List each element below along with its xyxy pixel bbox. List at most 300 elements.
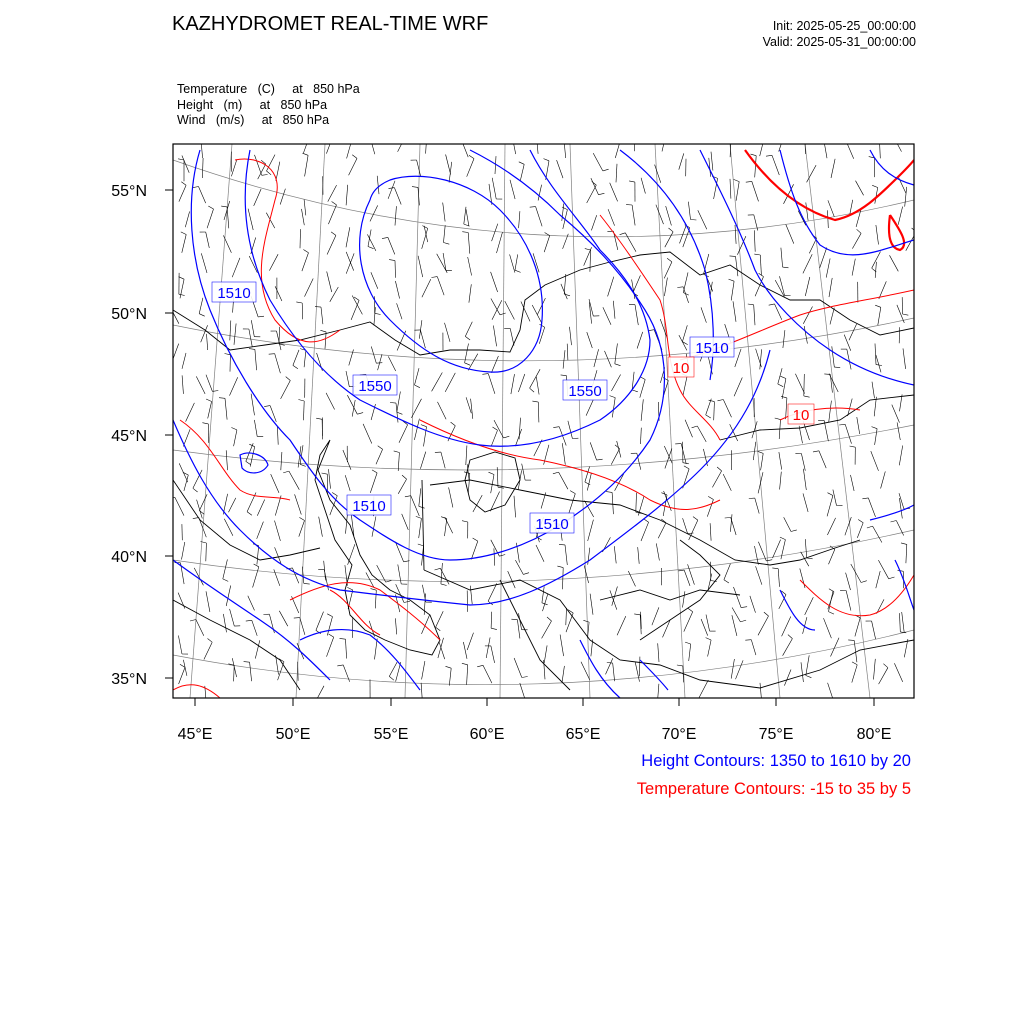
wind-barb [204, 642, 212, 659]
wind-barb [809, 238, 816, 253]
wind-barb [874, 659, 876, 680]
wind-barb [847, 349, 851, 369]
wind-barb [828, 683, 834, 700]
wind-barb [632, 205, 635, 225]
wind-barb-flag [465, 363, 471, 365]
wind-barb [594, 349, 599, 367]
wind-barb [652, 607, 659, 625]
wind-barb [327, 617, 332, 636]
wind-barb-flag [489, 472, 495, 474]
wind-barb [615, 343, 618, 363]
wind-barb [590, 250, 591, 272]
wind-barb [761, 453, 764, 470]
lon-label: 80°E [856, 726, 892, 743]
wind-barb [587, 332, 593, 348]
lon-label: 75°E [758, 726, 794, 743]
wind-barb-flag [283, 471, 289, 473]
wind-barb [613, 663, 615, 681]
wind-barb [688, 202, 690, 220]
wind-barb-flag [421, 425, 427, 427]
height-label-1550-center [563, 380, 607, 400]
wind-barb [232, 658, 236, 677]
wind-barb [849, 324, 857, 340]
wind-barb-flag [418, 544, 424, 546]
wind-barb [806, 655, 809, 675]
temperature-contour [330, 590, 380, 635]
wind-barb-flag [746, 181, 752, 182]
wind-barb-flag [402, 475, 407, 479]
wind-barb [252, 620, 257, 636]
wind-barb [701, 307, 706, 322]
wind-barb [420, 330, 425, 348]
wind-barb [779, 452, 782, 470]
wind-barb-flag [718, 400, 724, 401]
wind-barb [636, 493, 637, 512]
wind-barb-flag [741, 607, 747, 608]
wind-barb [698, 680, 708, 699]
wind-barb [184, 475, 188, 491]
meridian-line [570, 144, 590, 698]
wind-barb-flag [193, 518, 199, 519]
wind-barb [249, 329, 252, 347]
border-line [173, 252, 914, 355]
wind-barb [253, 567, 259, 588]
wind-barb [851, 475, 855, 491]
wind-barb [230, 609, 235, 626]
wind-barb [611, 449, 619, 465]
wind-barb-flag [206, 399, 212, 402]
wind-barb [348, 544, 355, 565]
wind-barb [633, 275, 640, 292]
wind-barb [491, 646, 495, 663]
wind-barb-flag [181, 182, 186, 186]
wind-barb [736, 256, 738, 276]
wind-barb [445, 519, 447, 536]
wind-barb [179, 185, 186, 201]
wind-barb-flag [547, 617, 552, 621]
wind-barb [613, 301, 615, 319]
wind-barb-flag [629, 181, 635, 182]
wind-barb [275, 354, 281, 374]
temperature-label-10-east [788, 404, 814, 424]
wind-barb [760, 255, 761, 275]
wind-barb [751, 640, 756, 655]
wind-barb [786, 224, 794, 243]
wind-barb [803, 254, 812, 273]
wind-barb-flag [603, 169, 609, 171]
wind-barb [491, 356, 498, 373]
wind-barb-flag [828, 493, 833, 496]
wind-barb [773, 540, 781, 559]
wind-barb-flag [725, 138, 731, 140]
wind-barb-flag [491, 628, 497, 629]
wind-barb [657, 684, 659, 704]
wind-barb [388, 237, 395, 254]
wind-barb [828, 210, 829, 228]
wind-barb [510, 254, 515, 272]
wind-barb [758, 616, 769, 635]
wind-barb-flag [300, 464, 306, 466]
wind-barb [196, 376, 205, 394]
wind-barb [805, 597, 814, 615]
wind-barb [411, 496, 420, 516]
wind-barb [257, 522, 264, 539]
wind-barb [398, 565, 401, 585]
svg-text:1550: 1550 [568, 383, 602, 400]
wind-barb [398, 134, 407, 152]
wind-barb [559, 472, 568, 489]
wind-barb [463, 642, 467, 659]
wind-barb [561, 284, 567, 299]
wind-barb-flag [553, 427, 559, 428]
wind-barb-flag [208, 639, 213, 643]
wind-barb-flag [394, 451, 400, 453]
wind-barb [731, 518, 736, 536]
wind-barb [182, 235, 186, 253]
wind-barb [778, 569, 779, 587]
wind-barb [588, 548, 590, 565]
wind-barb-flag [583, 620, 589, 622]
wind-barb [665, 232, 673, 247]
wind-barb [679, 153, 684, 169]
wind-barb [641, 399, 643, 421]
wind-barb-flag [337, 665, 343, 666]
wind-barb-flag [558, 141, 564, 142]
wind-barb [855, 618, 860, 637]
wind-barb [251, 394, 254, 416]
wind-barb [468, 233, 470, 254]
wind-barb [201, 140, 203, 158]
wind-barb [803, 307, 812, 324]
wind-barb [724, 564, 731, 580]
wind-barb-flag [246, 461, 251, 464]
wind-barb [292, 568, 298, 583]
wind-barb [230, 321, 231, 341]
wind-barb-flag [903, 314, 909, 315]
wind-barb [346, 252, 354, 271]
wind-barb-flag [553, 472, 559, 474]
wind-barb [515, 429, 521, 446]
lat-label: 50°N [111, 306, 147, 323]
wind-barb-flag [688, 533, 694, 534]
wind-barb [786, 398, 787, 419]
wind-barb-flag [389, 676, 394, 680]
wind-barb [491, 430, 497, 446]
wind-barb [223, 614, 226, 632]
wind-barb [254, 189, 261, 206]
wind-barb-flag [708, 496, 713, 499]
wind-barb [730, 514, 732, 532]
wind-barb [852, 259, 855, 276]
wind-barb-flag [441, 584, 447, 586]
wind-barb [731, 281, 734, 300]
wind-barb [395, 206, 396, 225]
wind-barb-flag [684, 466, 689, 469]
wind-barb-flag [444, 243, 450, 245]
wind-barb-flag [498, 487, 504, 488]
wind-barb [844, 335, 851, 351]
wind-barb [327, 272, 332, 293]
wind-barb-flag [493, 427, 498, 430]
wind-barb-flag [404, 601, 410, 602]
wind-barb-flag [779, 133, 784, 136]
wind-barb [779, 595, 786, 609]
wind-barb [497, 232, 503, 253]
wind-barb-flag [606, 492, 612, 493]
wind-barb [562, 666, 564, 683]
wind-barb-flag [397, 412, 403, 414]
wind-barb [199, 298, 203, 314]
wind-barb [325, 332, 326, 349]
wind-barb [824, 618, 832, 638]
wind-barb [641, 428, 642, 444]
wind-barb [377, 176, 379, 194]
wind-barb-flag [758, 451, 764, 453]
temperature-contour [180, 420, 290, 500]
wind-barb [289, 471, 299, 490]
wind-barb [538, 402, 539, 422]
wind-barb [370, 138, 375, 154]
wind-barb [795, 374, 804, 394]
wind-barb [899, 446, 902, 466]
wind-barb-flag [231, 428, 237, 430]
wind-barb [250, 662, 252, 681]
wind-barb [708, 640, 712, 657]
wind-barb [347, 395, 357, 414]
wind-barb [612, 492, 613, 514]
wind-barb [328, 185, 337, 202]
wind-barb [783, 639, 793, 656]
wind-barb [202, 158, 203, 178]
wind-barb-flag [730, 256, 736, 257]
wind-barb [302, 209, 305, 225]
wind-barb [305, 155, 309, 176]
wind-barb [255, 640, 259, 658]
wind-barb [175, 497, 184, 515]
wind-barb [178, 636, 182, 655]
wind-barb [658, 643, 659, 662]
wind-barb-flag [748, 304, 754, 305]
wind-barb-flag [667, 258, 672, 262]
field-temperature: Temperature (C) at 850 hPa [177, 82, 360, 96]
wind-barb-flag [515, 270, 521, 272]
wind-barb [736, 660, 744, 679]
wind-barb-flag [557, 566, 563, 568]
wind-barb [199, 494, 207, 510]
wind-barb [557, 160, 563, 178]
wind-barb [182, 375, 183, 394]
wind-barb-flag [610, 396, 616, 398]
wind-barb [302, 303, 303, 319]
wind-barb-flag [382, 237, 388, 238]
wind-barb [591, 215, 596, 230]
wind-barb [468, 354, 478, 371]
wind-barb [466, 209, 469, 226]
field-wind: Wind (m/s) at 850 hPa [177, 113, 330, 127]
wind-barb [441, 452, 445, 468]
wind-barb [208, 402, 212, 419]
wind-barb-flag [725, 518, 731, 519]
svg-text:10: 10 [792, 407, 810, 424]
wind-barb-flag [724, 580, 729, 583]
wind-barb [343, 665, 350, 682]
wind-barb-flag [634, 614, 640, 615]
wind-barb-flag [599, 193, 605, 194]
wind-barb-flag [473, 538, 478, 541]
wind-barb-flag [685, 642, 691, 644]
wind-barb-flag [858, 520, 863, 523]
wind-barb-flag [201, 542, 207, 544]
border-line [500, 580, 570, 690]
wind-barb [733, 301, 736, 322]
wind-barb [304, 350, 306, 367]
wind-barb-flag [706, 638, 712, 640]
wind-barb [182, 542, 185, 560]
wind-barb [892, 134, 901, 152]
wind-barb [780, 472, 782, 490]
wind-barb-flag [193, 187, 199, 188]
wind-barb [542, 587, 544, 603]
wind-barb [371, 272, 378, 288]
wind-barb [876, 571, 880, 588]
wind-barb [515, 254, 518, 270]
wind-barb [183, 429, 190, 446]
wind-barb-flag [559, 544, 565, 545]
wind-barb [185, 211, 189, 227]
wind-barb-flag [889, 577, 895, 579]
wind-barb [537, 298, 545, 315]
wind-barb [712, 471, 721, 488]
svg-text:1510: 1510 [217, 285, 251, 302]
wind-barb-flag [669, 228, 674, 232]
wind-barb-flag [315, 307, 321, 308]
wind-barb [611, 375, 620, 392]
wind-barb-flag [254, 564, 259, 567]
wind-barb [752, 181, 759, 201]
wind-barb-flag [219, 398, 225, 399]
wind-barb-flag [783, 267, 789, 268]
wind-barb [758, 472, 763, 493]
wind-barb [706, 399, 712, 415]
wind-barb-flag [875, 305, 881, 307]
wind-barb [421, 683, 422, 699]
wind-barb [186, 403, 195, 422]
wind-barb [441, 563, 443, 584]
wind-barb [488, 374, 495, 394]
wind-barb [640, 380, 645, 398]
wind-barb-flag [615, 445, 620, 449]
lat-label: 35°N [111, 671, 147, 688]
wind-barb [226, 586, 231, 607]
height-label-1510-west [212, 282, 256, 302]
wind-barb [875, 429, 878, 445]
wind-barb [375, 639, 378, 660]
wind-barb [254, 420, 257, 437]
wind-barb [466, 446, 467, 466]
temperature-contours [173, 159, 914, 698]
wind-barb [315, 686, 324, 704]
wind-barb-flag [422, 699, 428, 700]
wind-barb [196, 620, 204, 636]
wind-barb [857, 417, 860, 434]
wind-barb [371, 347, 376, 364]
wind-barb-flag [389, 188, 395, 189]
wind-barb [876, 355, 881, 372]
wind-barb-flag [422, 226, 427, 229]
height-contour [780, 150, 914, 255]
wind-barb [805, 539, 806, 558]
wind-barb [590, 594, 593, 615]
wind-barb [346, 185, 348, 206]
wind-barb-flag [804, 396, 810, 397]
wind-barb [468, 257, 472, 276]
wind-barb [420, 452, 425, 469]
field-height: Height (m) at 850 hPa [177, 97, 328, 112]
wind-barb [275, 286, 282, 301]
wind-barb [422, 661, 425, 679]
wind-barb [879, 139, 880, 159]
wind-barb [689, 644, 691, 661]
wind-barb [302, 253, 309, 271]
wind-barb-flag [769, 304, 775, 305]
svg-text:1510: 1510 [695, 340, 729, 357]
wind-barb-flag [504, 436, 510, 438]
wind-barb-flag [597, 459, 603, 460]
wind-barb [593, 153, 603, 171]
wind-barb [730, 179, 731, 199]
wind-barb [566, 608, 567, 625]
wind-barb-flag [829, 589, 834, 592]
wind-barb [483, 665, 492, 683]
wind-barb [234, 324, 236, 345]
wind-barb [376, 449, 383, 464]
wind-barb [562, 443, 565, 465]
wind-barb [206, 591, 210, 612]
wind-barb [352, 617, 353, 638]
wind-barb [255, 155, 262, 175]
wind-barb [449, 668, 451, 685]
wind-barb [471, 541, 478, 559]
wind-barb-flag [286, 377, 291, 381]
wind-barb [664, 278, 667, 297]
wind-barb-flag [834, 367, 840, 368]
wind-barb [519, 211, 520, 228]
wind-barb [444, 225, 446, 242]
wind-barb-flag [607, 663, 613, 664]
wind-barb [706, 615, 710, 632]
wind-barb [370, 205, 378, 221]
wind-barb-flag [677, 287, 683, 288]
wind-barb [372, 517, 376, 537]
wind-barb [723, 400, 731, 418]
wind-barb-flag [421, 133, 427, 135]
wind-barb-flag [451, 422, 456, 426]
wind-barb [608, 209, 615, 226]
wind-barb [760, 140, 764, 156]
wind-barb-flag [202, 423, 208, 424]
wind-barb [666, 206, 672, 225]
wind-barb [543, 594, 548, 611]
wind-barb [568, 421, 573, 439]
border-line [430, 480, 860, 565]
wind-barb [833, 490, 837, 506]
wind-barb-flag [615, 364, 621, 366]
wind-barb [346, 639, 347, 658]
wind-barb-flag [688, 608, 693, 612]
wind-barb [491, 272, 498, 292]
wind-barb-flag [585, 249, 591, 250]
wind-barb [878, 560, 888, 579]
